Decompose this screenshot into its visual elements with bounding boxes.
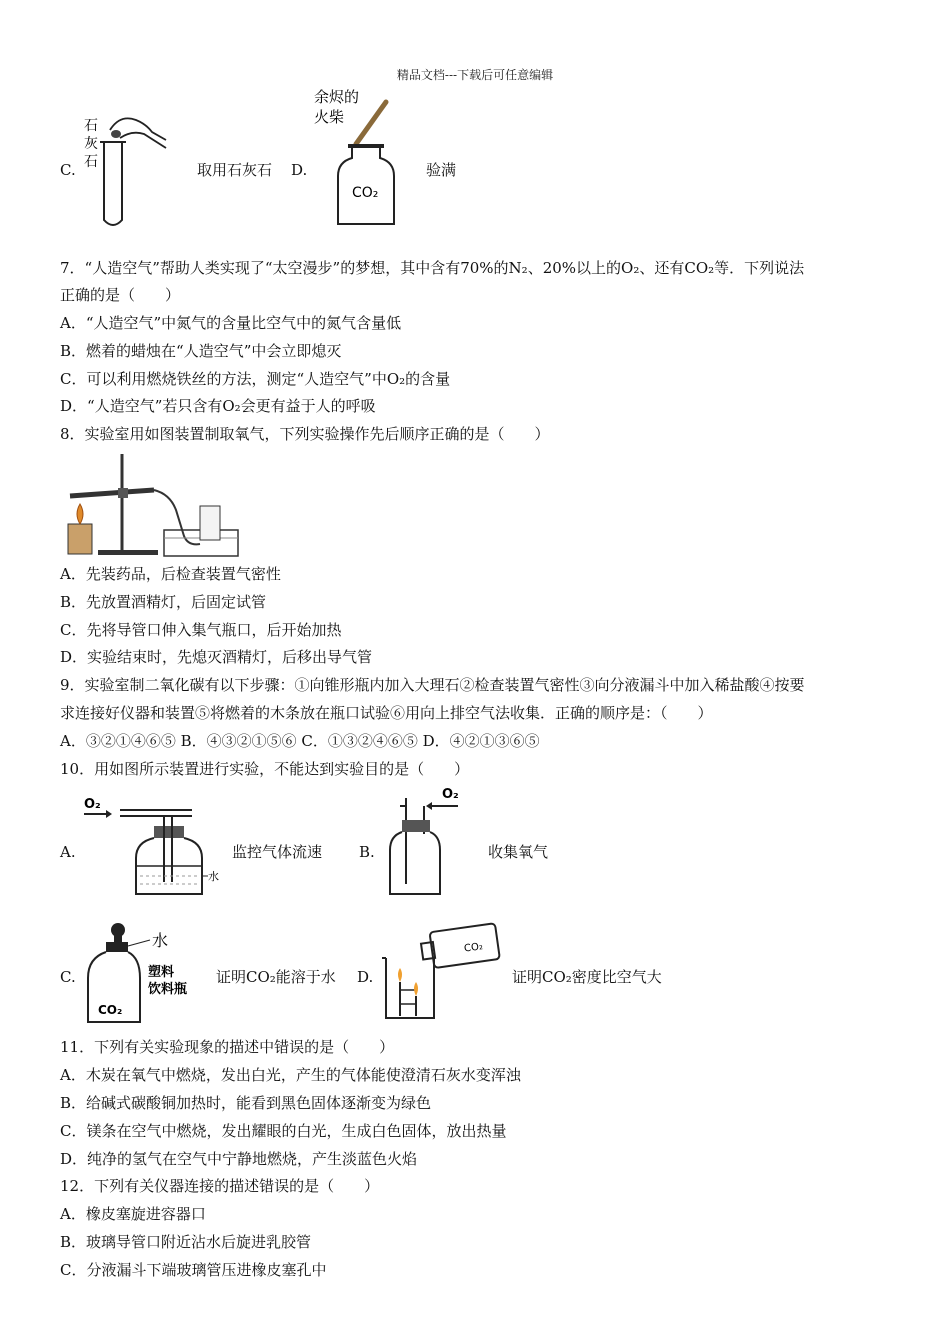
q6-d-fig-label-2: 火柴 <box>314 108 345 126</box>
q10-b-fig-gas: O₂ <box>442 787 459 802</box>
q8-stem: 8．实验室用如图装置制取氧气，下列实验操作先后顺序正确的是（ ） <box>60 425 550 443</box>
q10-d-figure <box>378 918 504 1024</box>
q10-b-figure <box>380 780 470 898</box>
q10-c-figure <box>80 920 210 1026</box>
q11-option-a: A．木炭在氧气中燃烧，发出白光，产生的气体能使澄清石灰水变浑浊 <box>60 1066 521 1084</box>
q10-a-fig-gas: O₂ <box>84 797 101 812</box>
q11-option-b: B．给碱式碳酸铜加热时，能看到黑色固体逐渐变为绿色 <box>60 1094 432 1112</box>
q9-options: A．③②①④⑥⑤ B．④③②①⑤⑥ C．①③②④⑥⑤ D．④②①③⑥⑤ <box>60 732 540 750</box>
q6-d-letter: D. <box>291 161 308 179</box>
q7-option-c: C．可以利用燃烧铁丝的方法，测定“人造空气”中O₂的含量 <box>60 370 451 388</box>
q10-d-text: 证明CO₂密度比空气大 <box>512 968 662 986</box>
q6-c-fig-label-3: 石 <box>84 154 98 170</box>
q11-option-c: C．镁条在空气中燃烧，发出耀眼的白光，生成白色固体，放出热量 <box>60 1122 507 1140</box>
q8-option-d: D．实验结束时，先熄灭酒精灯，后移出导气管 <box>60 648 373 666</box>
q6-d-text: 验满 <box>426 161 457 179</box>
q10-c-text: 证明CO₂能溶于水 <box>216 968 336 986</box>
page-header: 精品文档---下载后可任意编辑 <box>396 68 554 82</box>
q10-c-fig-label-2: 饮料瓶 <box>148 982 188 997</box>
q10-a-fig-liquid: 水 <box>208 870 219 883</box>
q7-stem-1: 7．“人造空气”帮助人类实现了“太空漫步”的梦想，其中含有70%的N₂、20%以上的O₂、还有CO₂等．下列说法 <box>60 259 805 277</box>
q6-c-fig-label-1: 石 <box>84 118 98 134</box>
q10-c-fig-label-1: 塑料 <box>148 965 175 980</box>
q9-stem-1: 9．实验室制二氧化碳有以下步骤：①向锥形瓶内加入大理石②检查装置气密性③向分液漏斗中加入稀盐酸④按要 <box>60 676 805 694</box>
q12-stem: 12．下列有关仪器连接的描述错误的是（ ） <box>60 1177 380 1195</box>
q11-option-d: D．纯净的氢气在空气中宁静地燃烧，产生淡蓝色火焰 <box>60 1150 418 1168</box>
q7-option-d: D．“人造空气”若只含有O₂会更有益于人的呼吸 <box>60 397 376 415</box>
q10-b-text: 收集氧气 <box>488 843 549 861</box>
q10-c-fig-gas: CO₂ <box>98 1003 123 1017</box>
q11-stem: 11．下列有关实验现象的描述中错误的是（ ） <box>60 1038 395 1056</box>
q7-option-b: B．燃着的蜡烛在“人造空气”中会立即熄灭 <box>60 342 342 360</box>
q9-stem-2: 求连接好仪器和装置⑤将燃着的木条放在瓶口试验⑥用向上排空气法收集．正确的顺序是：（ ） <box>60 704 713 722</box>
q6-c-text: 取用石灰石 <box>197 161 273 179</box>
q12-option-c: C．分液漏斗下端玻璃管压进橡皮塞孔中 <box>60 1261 327 1279</box>
q10-d-fig-gas: CO₂ <box>463 941 484 955</box>
q8-option-c: C．先将导管口伸入集气瓶口，后开始加热 <box>60 621 342 639</box>
q6-d-figure <box>300 82 410 232</box>
q10-d-letter: D. <box>357 968 374 986</box>
q6-d-fig-label-1: 余烬的 <box>314 88 360 106</box>
q8-apparatus-figure <box>60 450 242 558</box>
q6-d-fig-bottle-label: CO₂ <box>352 185 379 201</box>
q8-option-b: B．先放置酒精灯，后固定试管 <box>60 593 267 611</box>
q10-stem: 10．用如图所示装置进行实验，不能达到实验目的是（ ） <box>60 760 470 778</box>
q10-a-letter: A. <box>60 843 76 861</box>
q6-c-fig-label-2: 灰 <box>84 136 98 152</box>
q7-stem-2: 正确的是（ ） <box>60 286 181 304</box>
q12-option-a: A．橡皮塞旋进容器口 <box>60 1205 206 1223</box>
q6-c-figure <box>80 108 172 230</box>
q10-a-figure <box>80 786 225 898</box>
q10-c-letter: C. <box>60 968 76 986</box>
q10-a-text: 监控气体流速 <box>232 843 323 861</box>
q10-c-fig-liquid: 水 <box>152 931 169 950</box>
q10-b-letter: B. <box>359 843 375 861</box>
q7-option-a: A．“人造空气”中氮气的含量比空气中的氮气含量低 <box>60 314 402 332</box>
q8-option-a: A．先装药品，后检查装置气密性 <box>60 565 281 583</box>
q6-c-letter: C. <box>60 161 76 179</box>
q12-option-b: B．玻璃导管口附近沾水后旋进乳胶管 <box>60 1233 312 1251</box>
